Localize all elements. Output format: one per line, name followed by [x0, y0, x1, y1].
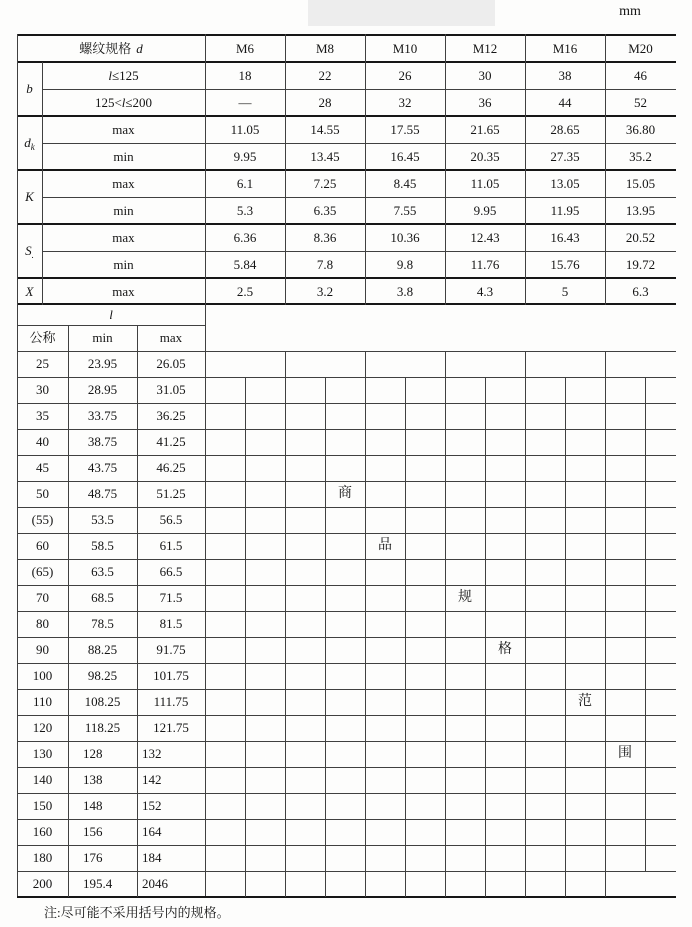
spec-header-symbol: d — [136, 41, 143, 56]
value-cell: 6.1 — [236, 176, 254, 191]
table-line — [245, 377, 246, 897]
nominal-cell: 60 — [36, 538, 49, 553]
condition-pre: 125< — [94, 95, 122, 110]
table-line — [445, 351, 446, 897]
max-cell: 184 — [142, 850, 162, 865]
max-cell: 101.75 — [153, 668, 189, 683]
max-cell: 111.75 — [153, 694, 189, 709]
min-cell: 156 — [83, 824, 103, 839]
value-cell: 46 — [634, 68, 647, 83]
condition-var: l — [121, 95, 126, 110]
min-cell: 195.4 — [83, 876, 113, 891]
value-cell: 6.36 — [233, 230, 257, 245]
group-label-text: K — [25, 189, 34, 204]
min-cell: 33.75 — [87, 408, 118, 423]
max-cell: 41.25 — [156, 434, 186, 449]
condition-var: l — [108, 68, 112, 83]
max-cell: 46.25 — [156, 460, 186, 475]
min-cell: 58.5 — [91, 538, 114, 553]
min-cell: 53.5 — [91, 512, 114, 527]
table-line — [565, 377, 566, 897]
min-cell: 176 — [83, 850, 103, 865]
range-char: 品 — [378, 538, 392, 553]
group-label-text: S — [25, 243, 32, 258]
value-cell: 15.76 — [550, 257, 580, 272]
value-cell: 27.35 — [550, 149, 580, 164]
min-cell: 23.95 — [87, 356, 118, 371]
value-cell: 7.25 — [313, 176, 337, 191]
value-cell: 21.65 — [470, 122, 500, 137]
nominal-cell: (55) — [31, 512, 54, 527]
condition-cell — [42, 89, 205, 116]
nominal-cell: 120 — [32, 720, 53, 735]
value-cell: 10.36 — [390, 230, 420, 245]
nominal-cell: 130 — [32, 746, 53, 761]
spec-header-text: 螺纹规格 — [79, 41, 132, 56]
value-cell: 11.05 — [230, 122, 260, 137]
size-header: M10 — [392, 41, 418, 56]
group-label — [17, 116, 42, 170]
condition-post: ≤200 — [125, 95, 153, 110]
min-cell: 138 — [83, 772, 103, 787]
min-cell: 128 — [83, 746, 103, 761]
value-cell: 8.36 — [313, 230, 337, 245]
value-cell: — — [238, 95, 252, 110]
value-cell: 7.8 — [316, 257, 334, 272]
size-header: M6 — [235, 41, 255, 56]
value-cell: 5 — [561, 284, 569, 299]
table-line — [645, 377, 646, 871]
table-line — [285, 351, 286, 897]
size-header: M8 — [315, 41, 335, 56]
nominal-cell: 80 — [36, 616, 49, 631]
value-cell: 18 — [238, 68, 252, 83]
value-cell: 19.72 — [625, 257, 656, 272]
condition-cell: max — [112, 284, 135, 299]
min-cell: 148 — [83, 798, 103, 813]
value-cell: 6.3 — [632, 284, 649, 299]
nominal-cell: 45 — [36, 460, 49, 475]
table-line — [525, 351, 526, 897]
nominal-cell: 160 — [32, 824, 53, 839]
range-char: 格 — [498, 642, 512, 657]
condition-cell: max — [112, 230, 135, 245]
value-cell: 3.2 — [316, 284, 334, 299]
length-header-symbol: l — [109, 307, 113, 322]
value-cell: 9.95 — [473, 203, 497, 218]
value-cell: 9.8 — [396, 257, 414, 272]
max-cell: 26.05 — [156, 356, 186, 371]
value-cell: 36 — [478, 95, 492, 110]
value-cell: 12.43 — [470, 230, 500, 245]
max-cell: 51.25 — [156, 486, 186, 501]
min-cell: 68.5 — [91, 590, 114, 605]
size-header: M16 — [552, 41, 578, 56]
max-cell: 152 — [142, 798, 162, 813]
size-header: M12 — [472, 41, 498, 56]
table-line — [365, 351, 366, 897]
value-cell: 3.8 — [396, 284, 414, 299]
value-cell: 44 — [558, 95, 572, 110]
range-char: 规 — [458, 590, 472, 605]
table-line — [325, 377, 326, 897]
condition-cell: max — [112, 122, 135, 137]
value-cell: 5.84 — [233, 257, 257, 272]
min-cell: 88.25 — [87, 642, 118, 657]
range-char: 范 — [578, 694, 592, 709]
nominal-cell: 140 — [32, 772, 53, 787]
size-header: M20 — [628, 41, 653, 56]
value-cell: 8.45 — [393, 176, 417, 191]
unit-label: mm — [619, 4, 641, 19]
spec-header-label — [17, 35, 205, 62]
nominal-cell: 180 — [32, 850, 53, 865]
value-cell: 16.45 — [390, 149, 420, 164]
nominal-cell: 40 — [36, 434, 49, 449]
value-cell: 28.65 — [550, 122, 580, 137]
max-cell: 36.25 — [156, 408, 186, 423]
nominal-cell: 110 — [32, 694, 53, 709]
min-cell: 48.75 — [87, 486, 118, 501]
range-char: 商 — [338, 486, 352, 501]
value-cell: 7.55 — [393, 203, 417, 218]
min-cell: 28.95 — [87, 382, 118, 397]
value-cell: 14.55 — [310, 122, 340, 137]
value-cell: 26 — [398, 68, 412, 83]
condition-cell: min — [113, 257, 134, 272]
max-cell: 91.75 — [156, 642, 186, 657]
value-cell: 17.55 — [390, 122, 420, 137]
value-cell: 36.80 — [625, 122, 656, 137]
nominal-cell: 35 — [36, 408, 49, 423]
nominal-cell: 90 — [36, 642, 49, 657]
footnote: 注:尽可能不采用括号内的规格。 — [44, 905, 230, 920]
group-label — [17, 224, 42, 278]
value-cell: 32 — [398, 95, 412, 110]
nominal-cell: 150 — [32, 798, 53, 813]
column-header-nominal: 公称 — [29, 330, 56, 345]
min-cell: 63.5 — [91, 564, 114, 579]
max-cell: 66.5 — [159, 564, 183, 579]
min-cell: 43.75 — [87, 460, 118, 475]
min-cell: 78.5 — [91, 616, 114, 631]
value-cell: 11.95 — [550, 203, 580, 218]
value-cell: 5.3 — [236, 203, 254, 218]
value-cell: 15.05 — [625, 176, 656, 191]
nominal-cell: 100 — [32, 668, 53, 683]
value-cell: 9.95 — [233, 149, 257, 164]
nominal-cell: (65) — [31, 564, 54, 579]
max-cell: 56.5 — [159, 512, 183, 527]
value-cell: 35.2 — [629, 149, 652, 164]
group-label-text: X — [25, 284, 34, 299]
value-cell: 28 — [318, 95, 332, 110]
value-cell: 16.43 — [550, 230, 580, 245]
min-cell: 118.25 — [84, 720, 121, 735]
scan-shadow-artifact — [308, 0, 495, 26]
value-cell: 6.35 — [313, 203, 337, 218]
value-cell: 22 — [318, 68, 332, 83]
column-header-min: min — [92, 330, 113, 345]
condition-cell: min — [113, 203, 134, 218]
max-cell: 121.75 — [153, 720, 189, 735]
group-label-sub: k — [30, 142, 35, 152]
group-label — [17, 62, 42, 116]
min-cell: 38.75 — [87, 434, 118, 449]
condition-cell — [42, 62, 205, 89]
max-cell: 61.5 — [159, 538, 183, 553]
group-label-text: d — [24, 135, 31, 150]
value-cell: 52 — [634, 95, 647, 110]
condition-post: ≤125 — [111, 68, 139, 83]
value-cell: 38 — [558, 68, 572, 83]
group-label-text: b — [26, 81, 33, 96]
condition-cell: min — [113, 149, 134, 164]
column-header-max: max — [159, 330, 183, 345]
max-cell: 71.5 — [159, 590, 183, 605]
max-cell: 142 — [142, 772, 162, 787]
condition-cell: max — [112, 176, 135, 191]
range-char: 围 — [618, 746, 632, 761]
max-cell: 2046 — [142, 876, 168, 891]
group-label — [17, 170, 42, 224]
min-cell: 98.25 — [87, 668, 118, 683]
value-cell: 13.95 — [625, 203, 656, 218]
value-cell: 20.35 — [470, 149, 500, 164]
max-cell: 164 — [142, 824, 162, 839]
value-cell: 13.05 — [550, 176, 580, 191]
max-cell: 31.05 — [156, 382, 186, 397]
group-label — [17, 278, 42, 305]
table-line — [405, 377, 406, 897]
group-label-sub: . — [31, 250, 34, 260]
max-cell: 81.5 — [159, 616, 183, 631]
nominal-cell: 70 — [36, 590, 49, 605]
nominal-cell: 30 — [36, 382, 49, 397]
table-line — [605, 351, 606, 897]
nominal-cell: 200 — [32, 876, 53, 891]
value-cell: 13.45 — [310, 149, 340, 164]
value-cell: 11.76 — [470, 257, 500, 272]
nominal-cell: 50 — [36, 486, 49, 501]
value-cell: 11.05 — [470, 176, 500, 191]
max-cell: 132 — [142, 746, 162, 761]
value-cell: 30 — [478, 68, 492, 83]
value-cell: 20.52 — [625, 230, 656, 245]
value-cell: 4.3 — [476, 284, 494, 299]
value-cell: 2.5 — [236, 284, 254, 299]
nominal-cell: 25 — [36, 356, 49, 371]
min-cell: 108.25 — [84, 694, 121, 709]
